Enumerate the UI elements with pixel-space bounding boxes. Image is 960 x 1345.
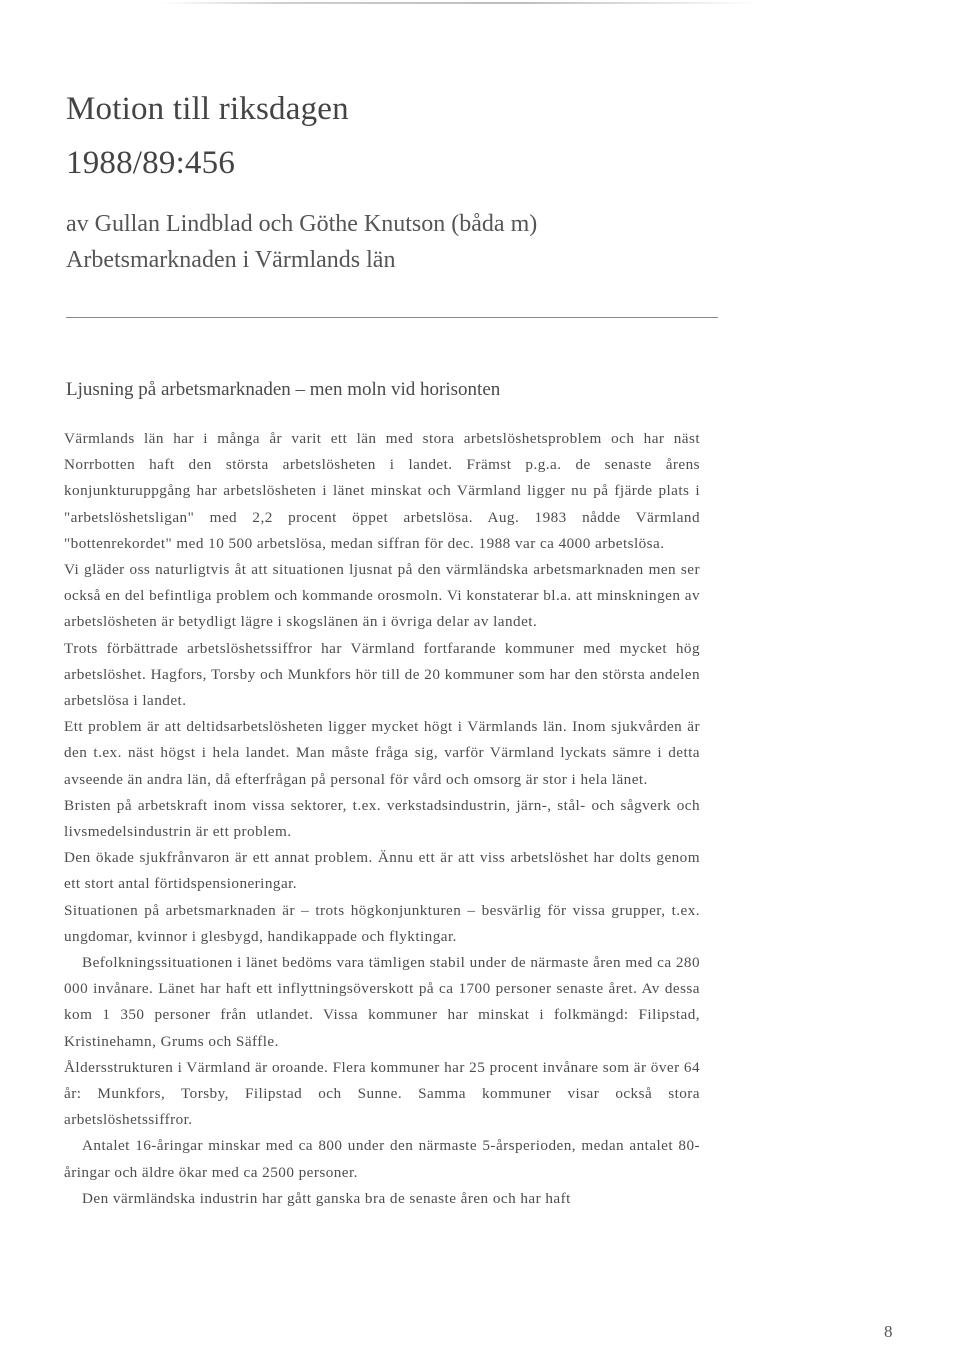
subject-line: Arbetsmarknaden i Värmlands län (66, 247, 396, 273)
paragraph: Åldersstrukturen i Värmland är oroande. Flera kommuner har 25 procent invånare som är över 64 år: Munkfors, Torsby, Filipstad och Sunne. Samma kommuner visar också stora arbetslöshetssiffror. (64, 1058, 700, 1129)
paragraph: Den ökade sjukfrånvaron är ett annat problem. Ännu ett är att viss arbetslöshet har dolts genom ett stort antal förtidspensioneringar. (64, 849, 700, 893)
paragraph: Vi gläder oss naturligtvis åt att situationen ljusnat på den värmländska arbetsmarknaden men ser också en del befintliga problem och kommande orosmoln. Vi konstaterar bl.a. att minskningen av arbetslösheten är betydligt lägre i skogslänen än i övriga delar av landet. (64, 561, 700, 631)
motion-number: 1988/89:456 (66, 145, 236, 181)
paragraph: Befolkningssituationen i länet bedöms vara tämligen stabil under de närmaste åren med ca 280 000 invånare. Länet har haft ett inflyttningsöverskott på ca 1700 personer senaste året. Av dessa kom 1 350 personer från utlandet. Vissa kommuner har minskat i folkmängd: Filipstad, Kristinehamn, Grums och Säffle. (64, 954, 700, 1050)
header-divider (66, 317, 718, 318)
section-heading: Ljusning på arbetsmarknaden – men moln vid horisonten (66, 379, 501, 400)
paragraph: Ett problem är att deltidsarbetslösheten ligger mycket högt i Värmlands län. Inom sjukvården är den t.ex. näst högst i hela landet. Man måste fråga sig, varför Värmland lyckats sämre i detta avseende än andra län, då efterfrågan på personal för vård och omsorg är stor i hela länet. (64, 718, 700, 788)
scan-top-rule (160, 2, 760, 4)
paragraph: Situationen på arbetsmarknaden är – trots högkonjunkturen – besvärlig för vissa grupper, t.ex. ungdomar, kvinnor i glesbygd, handikappade och flyktingar. (64, 901, 700, 945)
document-header (66, 82, 726, 278)
body-text (64, 426, 700, 1212)
paragraph: Trots förbättrade arbetslöshetssiffror har Värmland fortfarande kommuner med mycket hög arbetslöshet. Hagfors, Torsby och Munkfors hör till de 20 kommuner som har den största andelen arbetslösa i landet. (64, 639, 700, 710)
paragraph: Den värmländska industrin har gått ganska bra de senaste åren och har haft (82, 1189, 571, 1207)
page-number: 8 (884, 1322, 893, 1341)
authors-line: av Gullan Lindblad och Göthe Knutson (båda m) (66, 211, 538, 237)
paragraph: Antalet 16-åringar minskar med ca 800 under den närmaste 5-årsperioden, medan antalet 80-åringar och äldre ökar med ca 2500 personer. (64, 1137, 700, 1181)
title-line-1: Motion till riksdagen (66, 91, 349, 127)
paragraph: Bristen på arbetskraft inom vissa sektorer, t.ex. verkstadsindustrin, järn-, stål- och sågverk och livsmedelsindustrin är ett problem. (64, 796, 700, 841)
paragraph: Värmlands län har i många år varit ett län med stora arbetslöshetsproblem och har näst Norrbotten haft den största arbetslösheten i landet. Främst p.g.a. de senaste årens konjunkturuppgång har arbetslösheten i länet minskat och Värmland ligger nu på fjärde plats i "arbetslöshetsligan" med 2,2 procent öppet arbetslösa. Aug. 1983 nådde Värmland "bottenrekordet" med 10 500 arbetslösa, medan siffran för dec. 1988 var ca 4000 arbetslösa. (64, 430, 700, 552)
document-title (66, 82, 726, 190)
